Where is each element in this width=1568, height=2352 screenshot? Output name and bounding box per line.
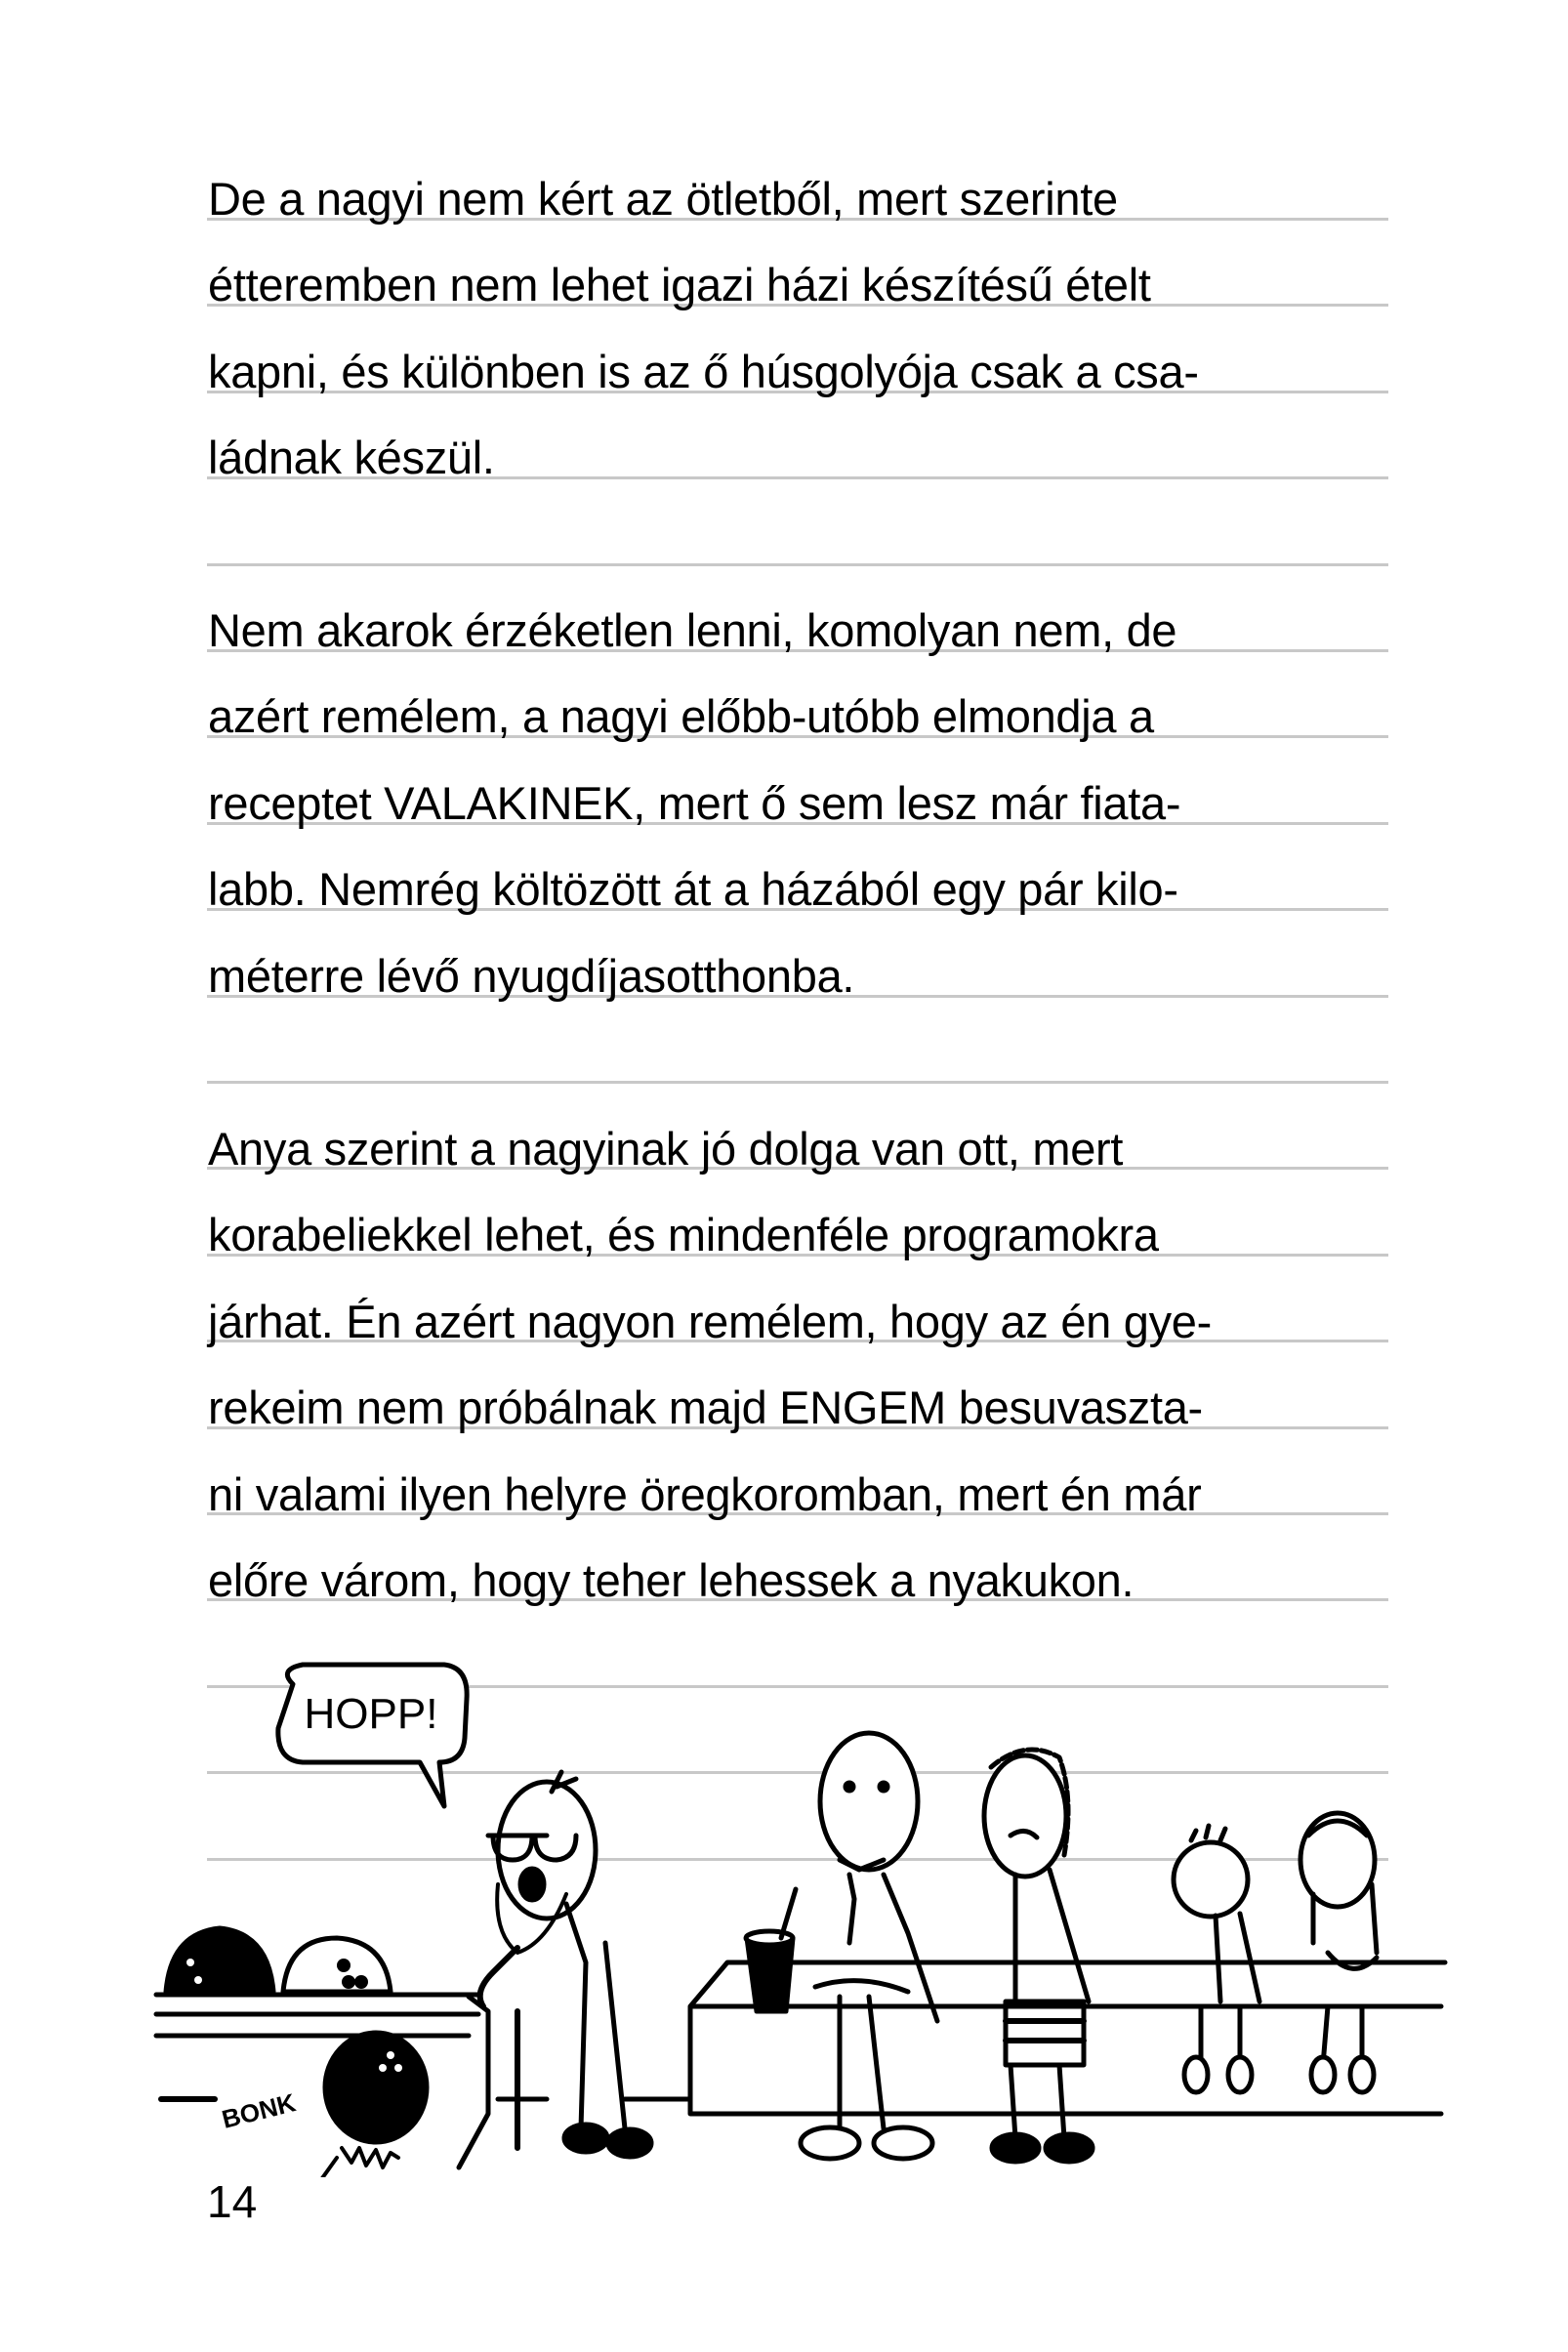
bowling-ball-icon xyxy=(161,2033,427,2177)
kid-figure xyxy=(1300,1813,1377,2092)
text-line: rekeim nem próbálnak majd ENGEM besuvaszta- xyxy=(208,1382,1203,1433)
text-line: méterre lévő nyugdíjasotthonba. xyxy=(208,950,855,1002)
mom-figure xyxy=(984,1750,1093,2162)
ruled-line xyxy=(207,1081,1388,1084)
text-line: járhat. Én azért nagyon remélem, hogy az én gye- xyxy=(208,1296,1212,1347)
speech-text: HOPP! xyxy=(304,1690,438,1738)
page-number: 14 xyxy=(207,2176,258,2227)
text-line: ládnak készül. xyxy=(208,432,495,483)
ball-rack xyxy=(156,1928,488,2167)
bench xyxy=(498,1962,1445,2114)
text-line: azért remélem, a nagyi előbb-utóbb elmondja a xyxy=(208,690,1154,742)
sound-effect-text: BONK xyxy=(219,2087,299,2134)
ruled-line xyxy=(207,563,1388,566)
text-line: előre várom, hogy teher lehessek a nyakukon. xyxy=(208,1554,1135,1606)
drink-cup-icon xyxy=(746,1889,796,2011)
kid-figure xyxy=(1174,1826,1259,2092)
text-line: De a nagyi nem kért az ötletből, mert szerinte xyxy=(208,173,1118,225)
text-line: korabeliekkel lehet, és mindenféle programokra xyxy=(208,1209,1159,1260)
text-line: Anya szerint a nagyinak jó dolga van ott, mert xyxy=(208,1123,1124,1175)
dad-figure xyxy=(801,1733,937,2159)
speech-bubble xyxy=(278,1665,467,1806)
text-line: étteremben nem lehet igazi házi készítésű ételt xyxy=(208,259,1151,310)
text-line: ni valami ilyen helyre öregkoromban, mert én már xyxy=(208,1468,1202,1520)
bowling-illustration xyxy=(0,1650,1568,2177)
text-line: labb. Nemrég költözött át a házából egy pár kilo- xyxy=(208,863,1178,915)
text-line: kapni, és különben is az ő húsgolyója csak a csa- xyxy=(208,346,1199,397)
text-line: Nem akarok érzéketlen lenni, komolyan nem, de xyxy=(208,604,1177,656)
text-line: receptet VALAKINEK, mert ő sem lesz már fiata- xyxy=(208,777,1181,829)
